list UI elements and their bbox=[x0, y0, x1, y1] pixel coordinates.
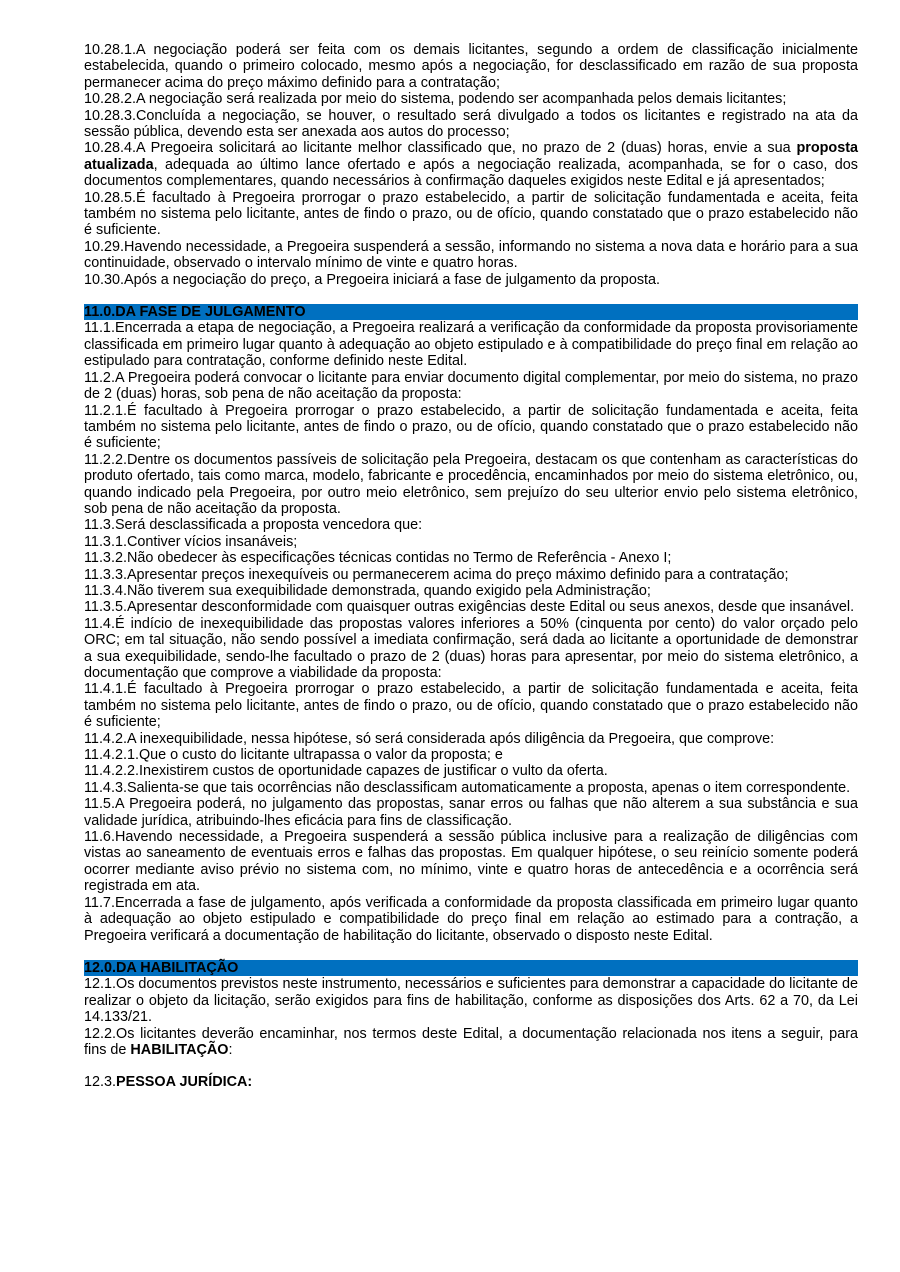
clause-12-3 bbox=[84, 1074, 858, 1090]
clause-10-28-1: 10.28.1.A negociação poderá ser feita com os demais licitantes, segundo a ordem de classificação inicialmente estabelecida, quando o primeiro colocado, mesmo após a negociação, for desclassificado em razão de sua proposta permanecer acima do preço máximo definido para a contratação; bbox=[84, 42, 858, 91]
clause-11-2: 11.2.A Pregoeira poderá convocar o licitante para enviar documento digital complementar, por meio do sistema, no prazo de 2 (duas) horas, sob pena de não aceitação da proposta: bbox=[84, 369, 858, 403]
clause-11-1: 11.1.Encerrada a etapa de negociação, a Pregoeira realizará a verificação da conformidade da proposta provisoriamente classificada em primeiro lugar quanto à adequação ao objeto estipulado e à compatibilidade do preço final em relação ao estipulado para contratação, conforme definido neste Edital. bbox=[84, 320, 858, 370]
clause-11-2-1: 11.2.1.É facultado à Pregoeira prorrogar o prazo estabelecido, a partir de solicitação fundamentada e aceita, feita também no sistema pelo licitante, antes de findo o prazo, ou de ofício, quando constatado que o prazo estabelecido não é suficiente; bbox=[84, 402, 858, 452]
clause-11-3-3: 11.3.3.Apresentar preços inexequíveis ou permanecerem acima do preço máximo definido para a contratação; bbox=[84, 566, 789, 583]
clause-12-2-bold: HABILITAÇÃO bbox=[130, 1041, 229, 1058]
clause-11-4-2-2: 11.4.2.2.Inexistirem custos de oportunidade capazes de justificar o vulto da oferta. bbox=[84, 763, 608, 780]
clause-10-29: 10.29.Havendo necessidade, a Pregoeira suspenderá a sessão, informando no sistema a nova data e horário para a sua continuidade, observado o intervalo mínimo de vinte e quatro horas. bbox=[84, 238, 858, 272]
clause-12-1: 12.1.Os documentos previstos neste instrumento, necessários e suficientes para demonstrar a capacidade do licitante de realizar o objeto da licitação, serão exigidos para fins de habilitação, conforme as disposições dos Arts. 62 a 70, da Lei 14.133/21. bbox=[84, 976, 858, 1026]
document-page bbox=[84, 42, 858, 1091]
clause-11-3-2: 11.3.2.Não obedecer às especificações técnicas contidas no Termo de Referência - Anexo I; bbox=[84, 550, 672, 567]
clause-11-3-1: 11.3.1.Contiver vícios insanáveis; bbox=[84, 533, 298, 550]
clause-12-3-number: 12.3. bbox=[84, 1074, 117, 1091]
clause-11-4-2: 11.4.2.A inexequibilidade, nessa hipótese, só será considerada após diligência da Pregoeira, que comprove: bbox=[84, 730, 775, 747]
clause-10-30: 10.30.Após a negociação do preço, a Pregoeira iniciará a fase de julgamento da proposta. bbox=[84, 271, 661, 288]
spacer bbox=[84, 1058, 858, 1074]
clause-10-28-4-pre: 10.28.4.A Pregoeira solicitará ao licitante melhor classificado que, no prazo de 2 (duas) horas, envie a sua bbox=[84, 140, 797, 157]
clause-11-7: 11.7.Encerrada a fase de julgamento, após verificada a conformidade da proposta classificada em primeiro lugar quanto à adequação ao objeto estipulado e compatibilidade do preço final em relação ao estimado para a contração, a Pregoeira verificará a documentação de habilitação do licitante, observado o disposto neste Edital. bbox=[84, 894, 858, 944]
clause-10-28-2: 10.28.2.A negociação será realizada por meio do sistema, podendo ser acompanhada pelos demais licitantes; bbox=[84, 91, 787, 108]
section-heading-12: 12.0.DA HABILITAÇÃO bbox=[84, 960, 858, 976]
clause-12-2-pre: 12.2.Os licitantes deverão encaminhar, nos termos deste Edital, a documentação relacionada nos itens a seguir, para fins de bbox=[84, 1025, 858, 1058]
clause-12-2 bbox=[84, 1026, 858, 1059]
clause-11-4-3: 11.4.3.Salienta-se que tais ocorrências não desclassificam automaticamente a proposta, apenas o item correspondente. bbox=[84, 779, 851, 796]
clause-11-3-4: 11.3.4.Não tiverem sua exequibilidade demonstrada, quando exigido pela Administração; bbox=[84, 582, 651, 599]
clause-10-28-4 bbox=[84, 140, 858, 189]
clause-11-5: 11.5.A Pregoeira poderá, no julgamento das propostas, sanar erros ou falhas que não alterem a sua substância e sua validade jurídica, atribuindo-lhes eficácia para fins de classificação. bbox=[84, 796, 858, 829]
spacer bbox=[84, 944, 858, 960]
clause-10-28-3: 10.28.3.Concluída a negociação, se houver, o resultado será divulgado a todos os licitantes e registrado na ata da sessão pública, devendo esta ser anexada aos autos do processo; bbox=[84, 107, 858, 141]
clause-11-4-2-1: 11.4.2.1.Que o custo do licitante ultrapassa o valor da proposta; e bbox=[84, 747, 503, 764]
spacer bbox=[84, 288, 858, 304]
clause-11-6: 11.6.Havendo necessidade, a Pregoeira suspenderá a sessão pública inclusive para a realização de diligências com vistas ao saneamento de eventuais erros e falhas das propostas. Em qualquer hipótese, o seu reinício somente poderá ocorrer mediante aviso prévio no sistema com, no mínimo, vinte e quatro horas de antecedência e a ocorrência será registrada em ata. bbox=[84, 829, 858, 895]
clause-11-2-2: 11.2.2.Dentre os documentos passíveis de solicitação pela Pregoeira, destacam os que contenham as características do produto ofertado, tais como marca, modelo, fabricante e procedência, encaminhados por meio do sistema eletrônico, ou, quando indicado pela Pregoeira, por outro meio eletrônico, sem prejuízo do seu ulterior envio pelo sistema eletrônico, sob pena de não aceitação da proposta. bbox=[84, 451, 858, 517]
clause-10-28-5: 10.28.5.É facultado à Pregoeira prorrogar o prazo estabelecido, a partir de solicitação fundamentada e aceita, feita também no sistema pelo licitante, antes de findo o prazo, ou de ofício, quando constatado que o prazo estabelecido não é suficiente. bbox=[84, 189, 858, 239]
clause-10-28-4-post: , adequada ao último lance ofertado e após a negociação realizada, acompanhada, se for o caso, dos documentos complementares, quando necessários à confirmação daqueles exigidos neste Edital e já apresentados; bbox=[84, 156, 858, 190]
clause-12-3-title: PESSOA JURÍDICA: bbox=[116, 1074, 253, 1091]
section-heading-11: 11.0.DA FASE DE JULGAMENTO bbox=[84, 304, 858, 320]
clause-12-2-post: : bbox=[228, 1041, 233, 1058]
clause-10-28-4-bold: proposta atualizada bbox=[84, 140, 858, 173]
clause-11-4: 11.4.É indício de inexequibilidade das propostas valores inferiores a 50% (cinquenta por cento) do valor orçado pelo ORC; em tal situação, não sendo possível a imediata confirmação, será dada ao licitante a oportunidade de demonstrar a sua exequibilidade, sendo-lhe facultado o prazo de 2 (duas) horas para apresentar, por meio do sistema eletrônico, a documentação que comprove a viabilidade da proposta: bbox=[84, 615, 858, 682]
clause-11-3: 11.3.Será desclassificada a proposta vencedora que: bbox=[84, 517, 423, 534]
clause-11-3-5: 11.3.5.Apresentar desconformidade com quaisquer outras exigências deste Edital ou seus anexos, desde que insanável. bbox=[84, 599, 855, 616]
clause-11-4-1: 11.4.1.É facultado à Pregoeira prorrogar o prazo estabelecido, a partir de solicitação fundamentada e aceita, feita também no sistema pelo licitante, antes de findo o prazo, ou de ofício, quando constatado que o prazo estabelecido não é suficiente; bbox=[84, 681, 858, 731]
